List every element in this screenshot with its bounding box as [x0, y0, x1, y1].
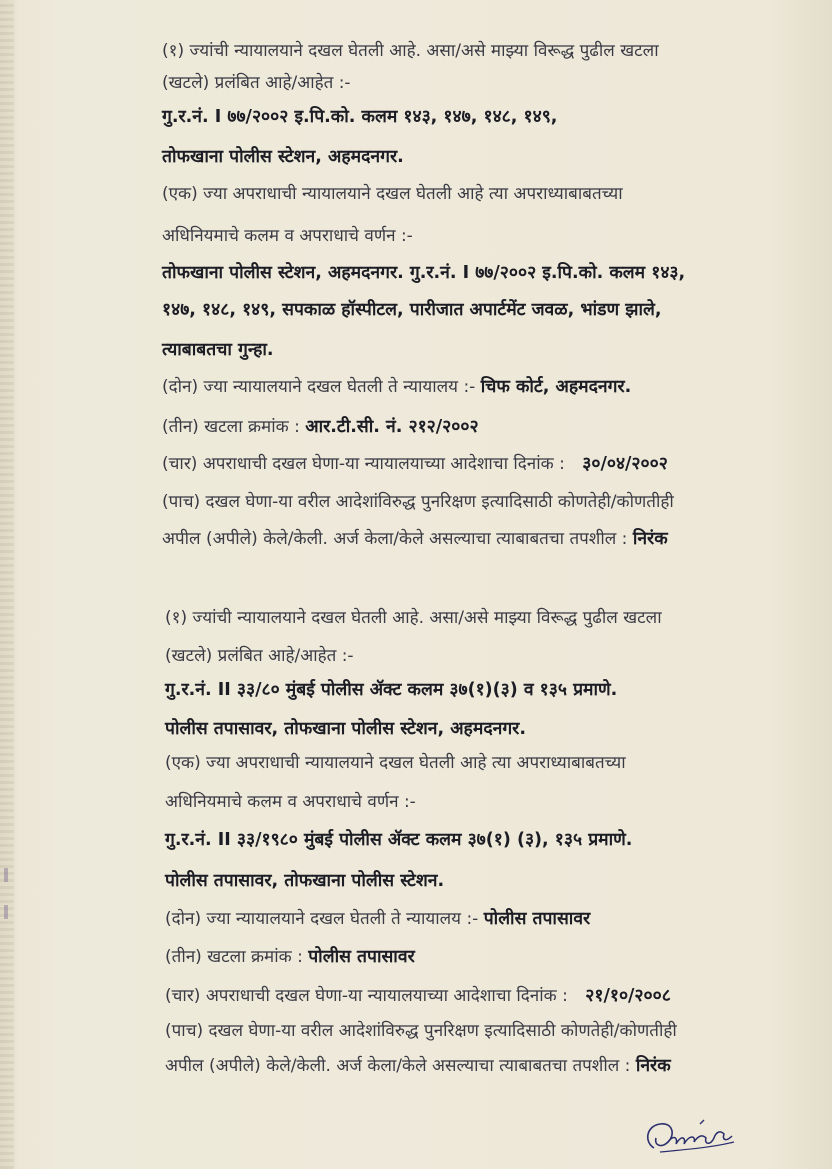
case1-appeal-label: अपील (अपीले) केले/केली. अर्ज केला/केले असल्याचा त्याबाबतचा तपशील :: [162, 529, 628, 549]
case1-section-label: अधिनियमाचे कलम व अपराधाचे वर्णन :-: [162, 226, 413, 246]
case1-item-one: (एक) ज्या अपराधाची न्यायालयाने दखल घेतली आहे त्या अपराध्याबाबतच्या: [162, 184, 623, 204]
case1-station: तोफखाना पोलीस स्टेशन, अहमदनगर.: [162, 147, 404, 167]
signature: [640, 1112, 740, 1162]
case1-court-label: (दोन) ज्या न्यायालयाने दखल घेतली ते न्यायालय :-: [162, 377, 476, 397]
case2-court: [165, 908, 590, 930]
case2-case-number: [165, 946, 415, 968]
margin-mark: [4, 868, 8, 882]
case2-appeal: [165, 1055, 671, 1077]
case2-intro: (१) ज्यांची न्यायालयाने दखल घेतली आहे. असा/असे माझ्या विरूद्ध पुढील खटला: [165, 608, 662, 628]
case1-order-date-value: ३०/०४/२००२: [582, 454, 668, 474]
case1-description-2: १४७, १४८, १४९, सपकाळ हॉस्पीटल, पारीजात अपार्टमेंट जवळ, भांडण झाले,: [162, 300, 662, 320]
case2-order-date: [165, 985, 671, 1007]
case1-order-date: [162, 453, 668, 475]
case1-case-number-value: आर.टी.सी. नं. २१२/२००२: [305, 417, 479, 437]
case2-appeal-label: अपील (अपीले) केले/केली. अर्ज केला/केले असल्याचा त्याबाबतचा तपशील :: [165, 1056, 631, 1076]
case1-case-number: [162, 416, 479, 438]
margin-mark: [4, 905, 8, 919]
case1-crime-number: गु.र.नं. I ७७/२००२ इ.पि.को. कलम १४३, १४७, १४८, १४९,: [162, 107, 558, 127]
case2-description-1: गु.र.नं. II ३३/१९८० मुंबई पोलीस ॲक्ट कलम ३७(१) (३), १३५ प्रमाणे.: [165, 830, 633, 850]
case2-crime-number: गु.र.नं. II ३३/८० मुंबई पोलीस ॲक्ट कलम ३७(१)(३) व १३५ प्रमाणे.: [165, 680, 618, 700]
case1-appeal: [162, 528, 668, 550]
case2-appeal-value: निरंक: [635, 1056, 671, 1076]
case2-station: पोलीस तपासावर, तोफखाना पोलीस स्टेशन, अहमदनगर.: [165, 719, 526, 739]
case2-order-date-value: २१/१०/२००८: [585, 986, 671, 1006]
case2-item-one: (एक) ज्या अपराधाची न्यायालयाने दखल घेतली आहे त्या अपराध्याबाबतच्या: [165, 753, 626, 773]
case1-item-five: (पाच) दखल घेणा-या वरील आदेशांविरुद्ध पुनरिक्षण इत्यादिसाठी कोणतेही/कोणतीही: [162, 492, 674, 512]
case2-case-number-label: (तीन) खटला क्रमांक :: [165, 947, 303, 967]
case2-court-value: पोलीस तपासावर: [483, 909, 591, 929]
case2-case-number-value: पोलीस तपासावर: [308, 947, 415, 967]
case2-order-date-label: (चार) अपराधाची दखल घेणा-या न्यायालयाच्या आदेशाचा दिनांक :: [165, 986, 568, 1006]
case2-court-label: (दोन) ज्या न्यायालयाने दखल घेतली ते न्यायालय :-: [165, 909, 479, 929]
case2-item-five: (पाच) दखल घेणा-या वरील आदेशांविरुद्ध पुनरिक्षण इत्यादिसाठी कोणतेही/कोणतीही: [165, 1021, 677, 1041]
case1-intro: (१) ज्यांची न्यायालयाने दखल घेतली आहे. असा/असे माझ्या विरूद्ध पुढील खटला: [162, 41, 659, 61]
case2-pending: (खटले) प्रलंबित आहे/आहेत :-: [165, 646, 354, 666]
case1-description-1: तोफखाना पोलीस स्टेशन, अहमदनगर. गु.र.नं. I ७७/२००२ इ.पि.को. कलम १४३,: [162, 263, 686, 283]
case1-description-3: त्याबाबतचा गुन्हा.: [162, 340, 274, 360]
case2-description-2: पोलीस तपासावर, तोफखाना पोलीस स्टेशन.: [165, 871, 445, 891]
paper-edge: [0, 0, 14, 1169]
case1-appeal-value: निरंक: [632, 529, 668, 549]
case1-pending: (खटले) प्रलंबित आहे/आहेत :-: [162, 73, 351, 93]
case1-court: [162, 376, 631, 398]
case1-court-value: चिफ कोर्ट, अहमदनगर.: [480, 377, 632, 397]
case1-order-date-label: (चार) अपराधाची दखल घेणा-या न्यायालयाच्या आदेशाचा दिनांक :: [162, 454, 565, 474]
case2-section-label: अधिनियमाचे कलम व अपराधाचे वर्णन :-: [165, 792, 416, 812]
case1-case-number-label: (तीन) खटला क्रमांक :: [162, 417, 300, 437]
